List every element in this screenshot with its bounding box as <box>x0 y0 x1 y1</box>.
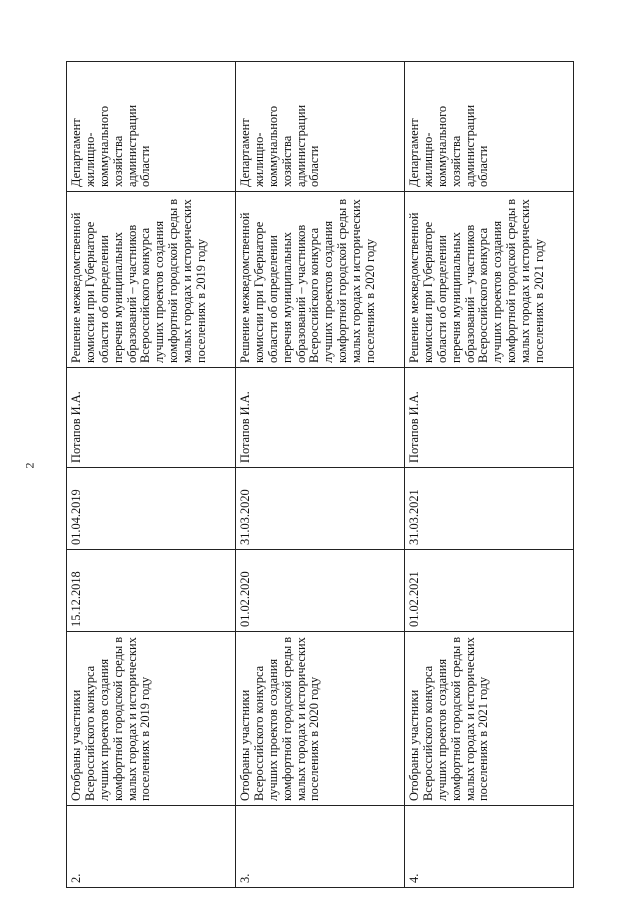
responsible-person: Потапов И.А. <box>236 368 405 468</box>
end-date: 31.03.2021 <box>405 468 574 550</box>
events-table <box>66 61 574 888</box>
department: Департамент жилищно-коммунального хозяйства администрации области <box>236 62 405 192</box>
row-number: 3. <box>236 806 405 888</box>
table-row <box>67 62 236 888</box>
rotated-sheet <box>66 62 574 888</box>
result-document: Решение межведомственной комиссии при Губернаторе области об определении перечня муниципальных образований – участников Всероссийского конкурса лучших проектов создания комфортной городской среды в малых городах и исторических поселениях в 2019 году <box>67 192 236 368</box>
start-date: 01.02.2021 <box>405 550 574 632</box>
responsible-person: Потапов И.А. <box>67 368 236 468</box>
result-document: Решение межведомственной комиссии при Губернаторе области об определении перечня муниципальных образований – участников Всероссийского конкурса лучших проектов создания комфортной городской среды в малых городах и исторических поселениях в 2021 году <box>405 192 574 368</box>
table-row <box>405 62 574 888</box>
row-number: 2. <box>67 806 236 888</box>
department: Департамент жилищно-коммунального хозяйства администрации области <box>405 62 574 192</box>
start-date: 15.12.2018 <box>67 550 236 632</box>
table-row <box>236 62 405 888</box>
responsible-person: Потапов И.А. <box>405 368 574 468</box>
department: Департамент жилищно-коммунального хозяйства администрации области <box>67 62 236 192</box>
page-number: 2 <box>22 462 37 469</box>
start-date: 01.02.2020 <box>236 550 405 632</box>
result-document: Решение межведомственной комиссии при Губернаторе области об определении перечня муниципальных образований – участников Всероссийского конкурса лучших проектов создания комфортной городской среды в малых городах и исторических поселениях в 2020 году <box>236 192 405 368</box>
event-description: Отобраны участники Всероссийского конкурса лучших проектов создания комфортной городской среды в малых городах и исторических поселениях в 2021 году <box>405 632 574 806</box>
end-date: 31.03.2020 <box>236 468 405 550</box>
row-number: 4. <box>405 806 574 888</box>
end-date: 01.04.2019 <box>67 468 236 550</box>
event-description: Отобраны участники Всероссийского конкурса лучших проектов создания комфортной городской среды в малых городах и исторических поселениях в 2020 году <box>236 632 405 806</box>
event-description: Отобраны участники Всероссийского конкурса лучших проектов создания комфортной городской среды в малых городах и исторических поселениях в 2019 году <box>67 632 236 806</box>
